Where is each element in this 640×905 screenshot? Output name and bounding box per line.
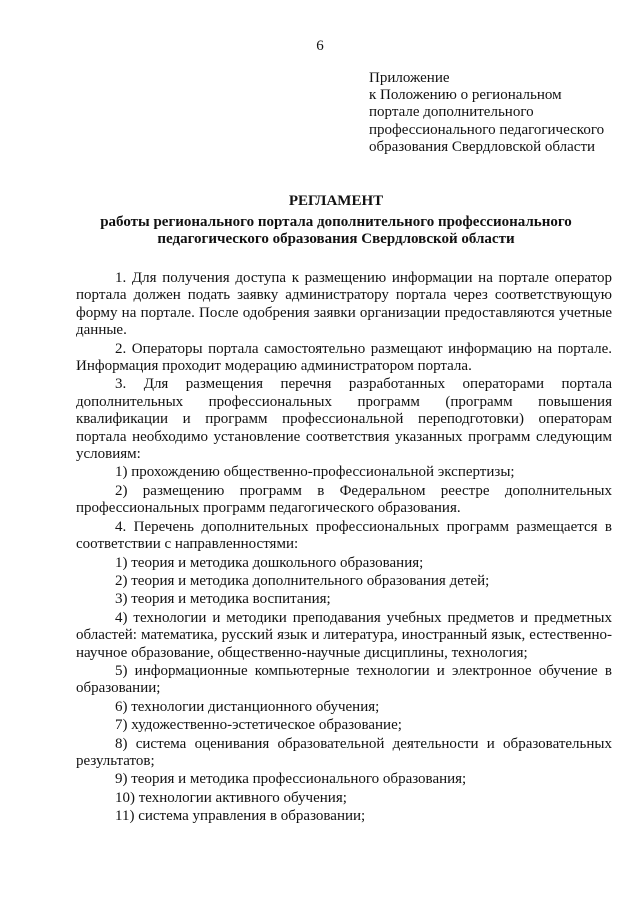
paragraph: 2. Операторы портала самостоятельно размещают информацию на портале. Информация проходит модерацию администратором портала. xyxy=(76,340,612,375)
paragraph: 4. Перечень дополнительных профессиональных программ размещается в соответствии с направленностями: xyxy=(76,518,612,553)
appendix-line: портале дополнительного xyxy=(369,104,534,121)
list-item: 7) художественно-эстетическое образование; xyxy=(115,717,402,734)
appendix-line: Приложение xyxy=(369,70,450,86)
list-item: 1) теория и методика дошкольного образования; xyxy=(115,554,424,571)
appendix-header xyxy=(369,70,631,156)
list-item: 9) теория и методика профессионального образования; xyxy=(115,771,467,788)
list-item: 4) технологии и методики преподавания учебных предметов и предметных областей: математика, русский язык и литература, иностранный язык, естественно-научное образование, общественно-научные дисциплины, технология; xyxy=(76,609,612,661)
document-title-block xyxy=(60,193,612,247)
appendix-line: образования Свердловской области xyxy=(369,138,596,155)
paragraph: 3. Для размещения перечня разработанных операторами портала дополнительных профессиональных программ (программ повышения квалификации и программ профессиональной переподготовки) операторам портала необходимо установление соответствия указанных программ следующим условиям: xyxy=(76,376,612,463)
list-item: 5) информационные компьютерные технологии и электронное обучение в образовании; xyxy=(76,662,612,697)
appendix-line: к Положению о региональном xyxy=(369,87,562,104)
appendix-line: профессионального педагогического xyxy=(369,121,605,138)
document-subtitle: работы регионального портала дополнительного профессионального педагогического образования Свердловской области xyxy=(100,214,572,247)
list-item: 2) размещению программ в Федеральном реестре дополнительных профессиональных программ педагогического образования. xyxy=(76,482,612,517)
list-item: 2) теория и методика дополнительного образования детей; xyxy=(115,572,490,589)
list-item: 3) теория и методика воспитания; xyxy=(115,591,331,608)
page-number: 6 xyxy=(316,38,324,54)
paragraph: 1. Для получения доступа к размещению информации на портале оператор портала должен подать заявку администратору портала через соответствующую форму на портале. После одобрения заявки организации предоставляются учетные данные. xyxy=(76,270,612,339)
document-body xyxy=(76,270,612,827)
list-item: 8) система оценивания образовательной деятельности и образовательных результатов; xyxy=(76,735,612,769)
list-item: 10) технологии активного обучения; xyxy=(115,789,347,806)
list-item: 11) система управления в образовании; xyxy=(115,808,366,825)
list-item: 1) прохождению общественно-профессиональной экспертизы; xyxy=(115,464,515,481)
document-title: РЕГЛАМЕНТ xyxy=(288,193,384,209)
list-item: 6) технологии дистанционного обучения; xyxy=(115,698,380,715)
